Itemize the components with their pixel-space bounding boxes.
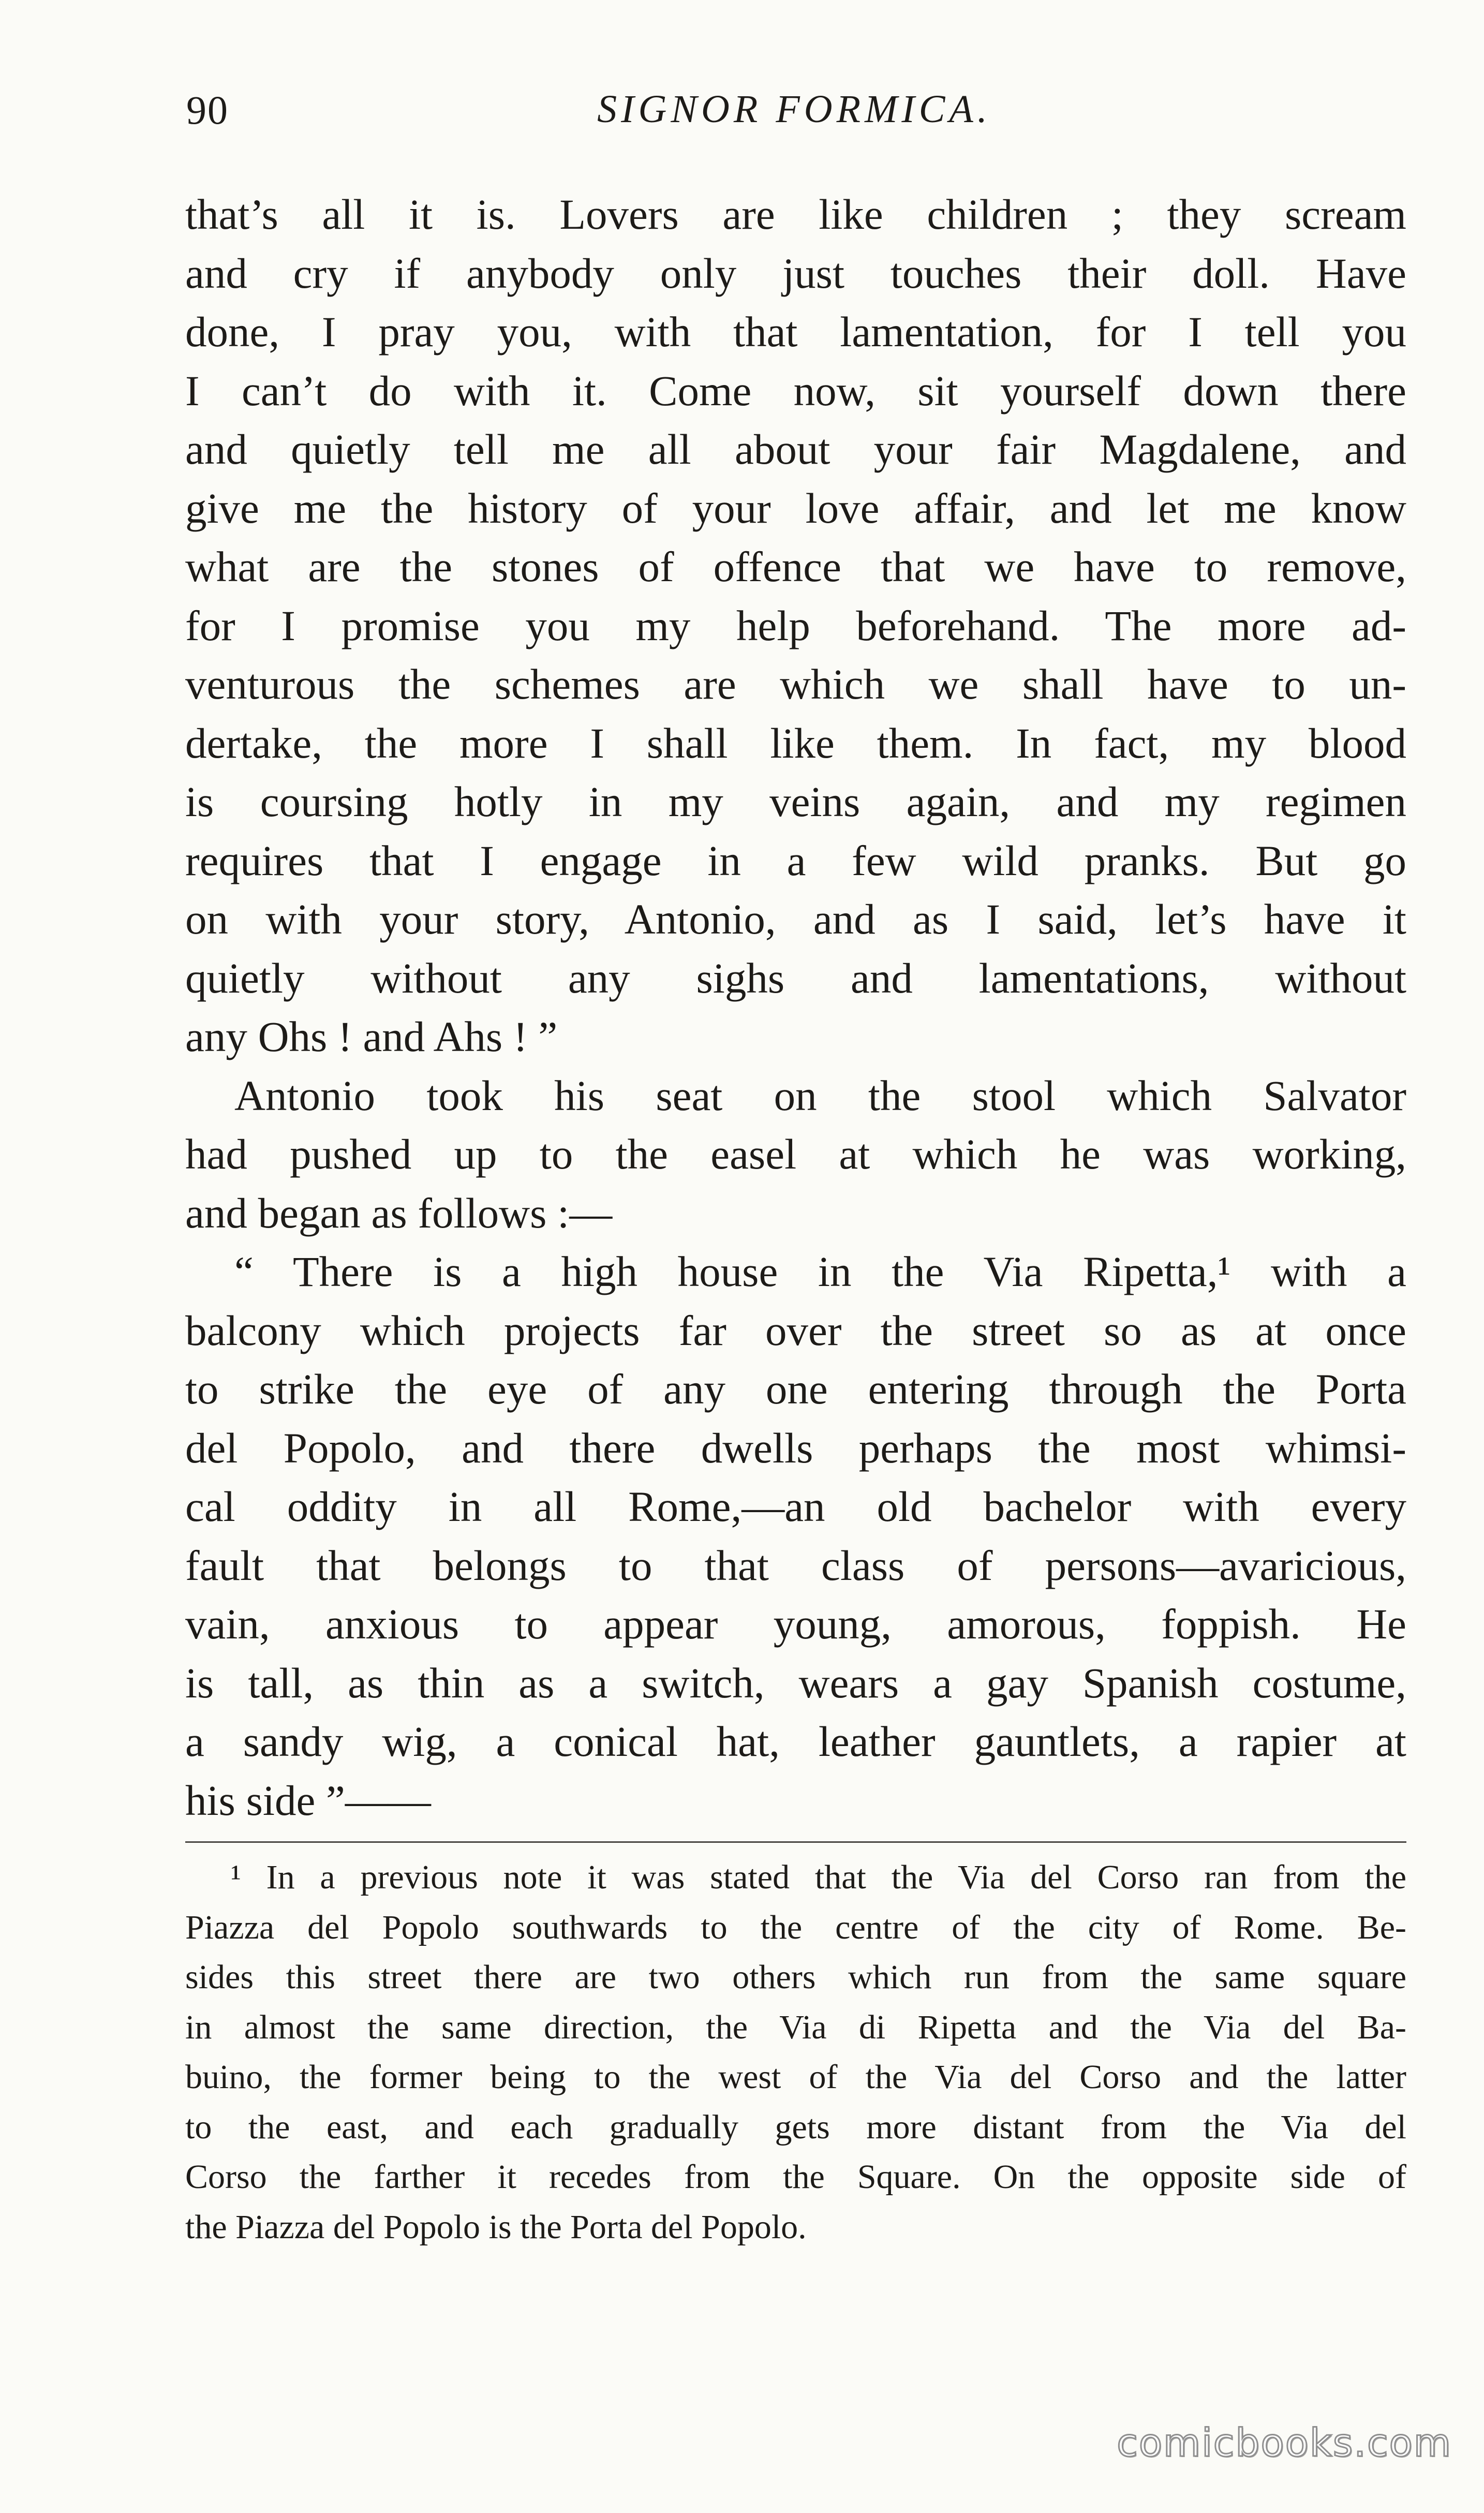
text-line: quietly without any sighs and lamentations, without (185, 954, 1406, 1002)
text-line: vain, anxious to appear young, amorous, foppish. He (185, 1600, 1406, 1648)
text-line: to strike the eye of any one entering through the Porta (185, 1365, 1406, 1413)
watermark: comicbooks.com (1117, 2421, 1452, 2465)
page-header (186, 87, 1402, 149)
text-line: and began as follows :— (185, 1189, 613, 1237)
text-line: and quietly tell me all about your fair Magdalene, and (185, 425, 1406, 473)
text-line: dertake, the more I shall like them. In fact, my blood (185, 719, 1406, 767)
footnote-line: ¹ In a previous note it was stated that the Via del Corso ran from the (231, 1858, 1406, 1896)
text-line: that’s all it is. Lovers are like children ; they scream (185, 190, 1406, 238)
text-line: del Popolo, and there dwells perhaps the most whimsi- (185, 1424, 1406, 1472)
footnote-line: Piazza del Popolo southwards to the centre of the city of Rome. Be- (185, 1908, 1406, 1946)
footnote (185, 1853, 1406, 2252)
text-line: for I promise you my help beforehand. The more ad- (185, 601, 1406, 649)
footnote-divider (185, 1841, 1406, 1843)
footnote-line: sides this street there are two others which run from the same square (185, 1958, 1406, 1996)
body-text (185, 185, 1406, 1830)
footnote-line: the Piazza del Popolo is the Porta del Popolo. (185, 2208, 807, 2246)
text-line: I can’t do with it. Come now, sit yourself down there (185, 366, 1406, 415)
footnote-line: Corso the farther it recedes from the Square. On the opposite side of (185, 2158, 1406, 2196)
text-line: done, I pray you, with that lamentation, for I tell you (185, 308, 1406, 356)
footnote-line: buino, the former being to the west of the Via del Corso and the latter (185, 2058, 1406, 2096)
text-line: is coursing hotly in my veins again, and my regimen (185, 778, 1406, 825)
text-line: balcony which projects far over the street so as at once (185, 1306, 1406, 1354)
text-line: what are the stones of offence that we have to remove, (185, 543, 1406, 590)
footnote-line: in almost the same direction, the Via di Ripetta and the Via del Ba- (185, 2008, 1406, 2046)
text-line: any Ohs ! and Ahs ! ” (185, 1013, 558, 1060)
page-number: 90 (186, 87, 229, 132)
text-line: “ There is a high house in the Via Ripetta,¹ with a (234, 1248, 1406, 1295)
text-line: fault that belongs to that class of persons—avaricious, (185, 1541, 1406, 1589)
text-line: had pushed up to the easel at which he was working, (185, 1130, 1406, 1178)
text-line: give me the history of your love affair, and let me know (185, 484, 1406, 532)
text-line: requires that I engage in a few wild pranks. But go (185, 836, 1406, 884)
text-line: is tall, as thin as a switch, wears a gay Spanish costume, (185, 1659, 1406, 1707)
text-line: Antonio took his seat on the stool which Salvator (234, 1071, 1406, 1119)
text-line: and cry if anybody only just touches their doll. Have (185, 249, 1406, 297)
text-line: venturous the schemes are which we shall have to un- (185, 660, 1406, 708)
footnote-line: to the east, and each gradually gets more distant from the Via del (185, 2108, 1406, 2146)
text-line: cal oddity in all Rome,—an old bachelor with every (185, 1483, 1406, 1530)
running-head: SIGNOR FORMICA. (597, 87, 991, 131)
text-line: a sandy wig, a conical hat, leather gauntlets, a rapier at (185, 1718, 1406, 1765)
text-line: his side ”—— (185, 1776, 431, 1824)
text-line: on with your story, Antonio, and as I said, let’s have it (185, 895, 1406, 943)
